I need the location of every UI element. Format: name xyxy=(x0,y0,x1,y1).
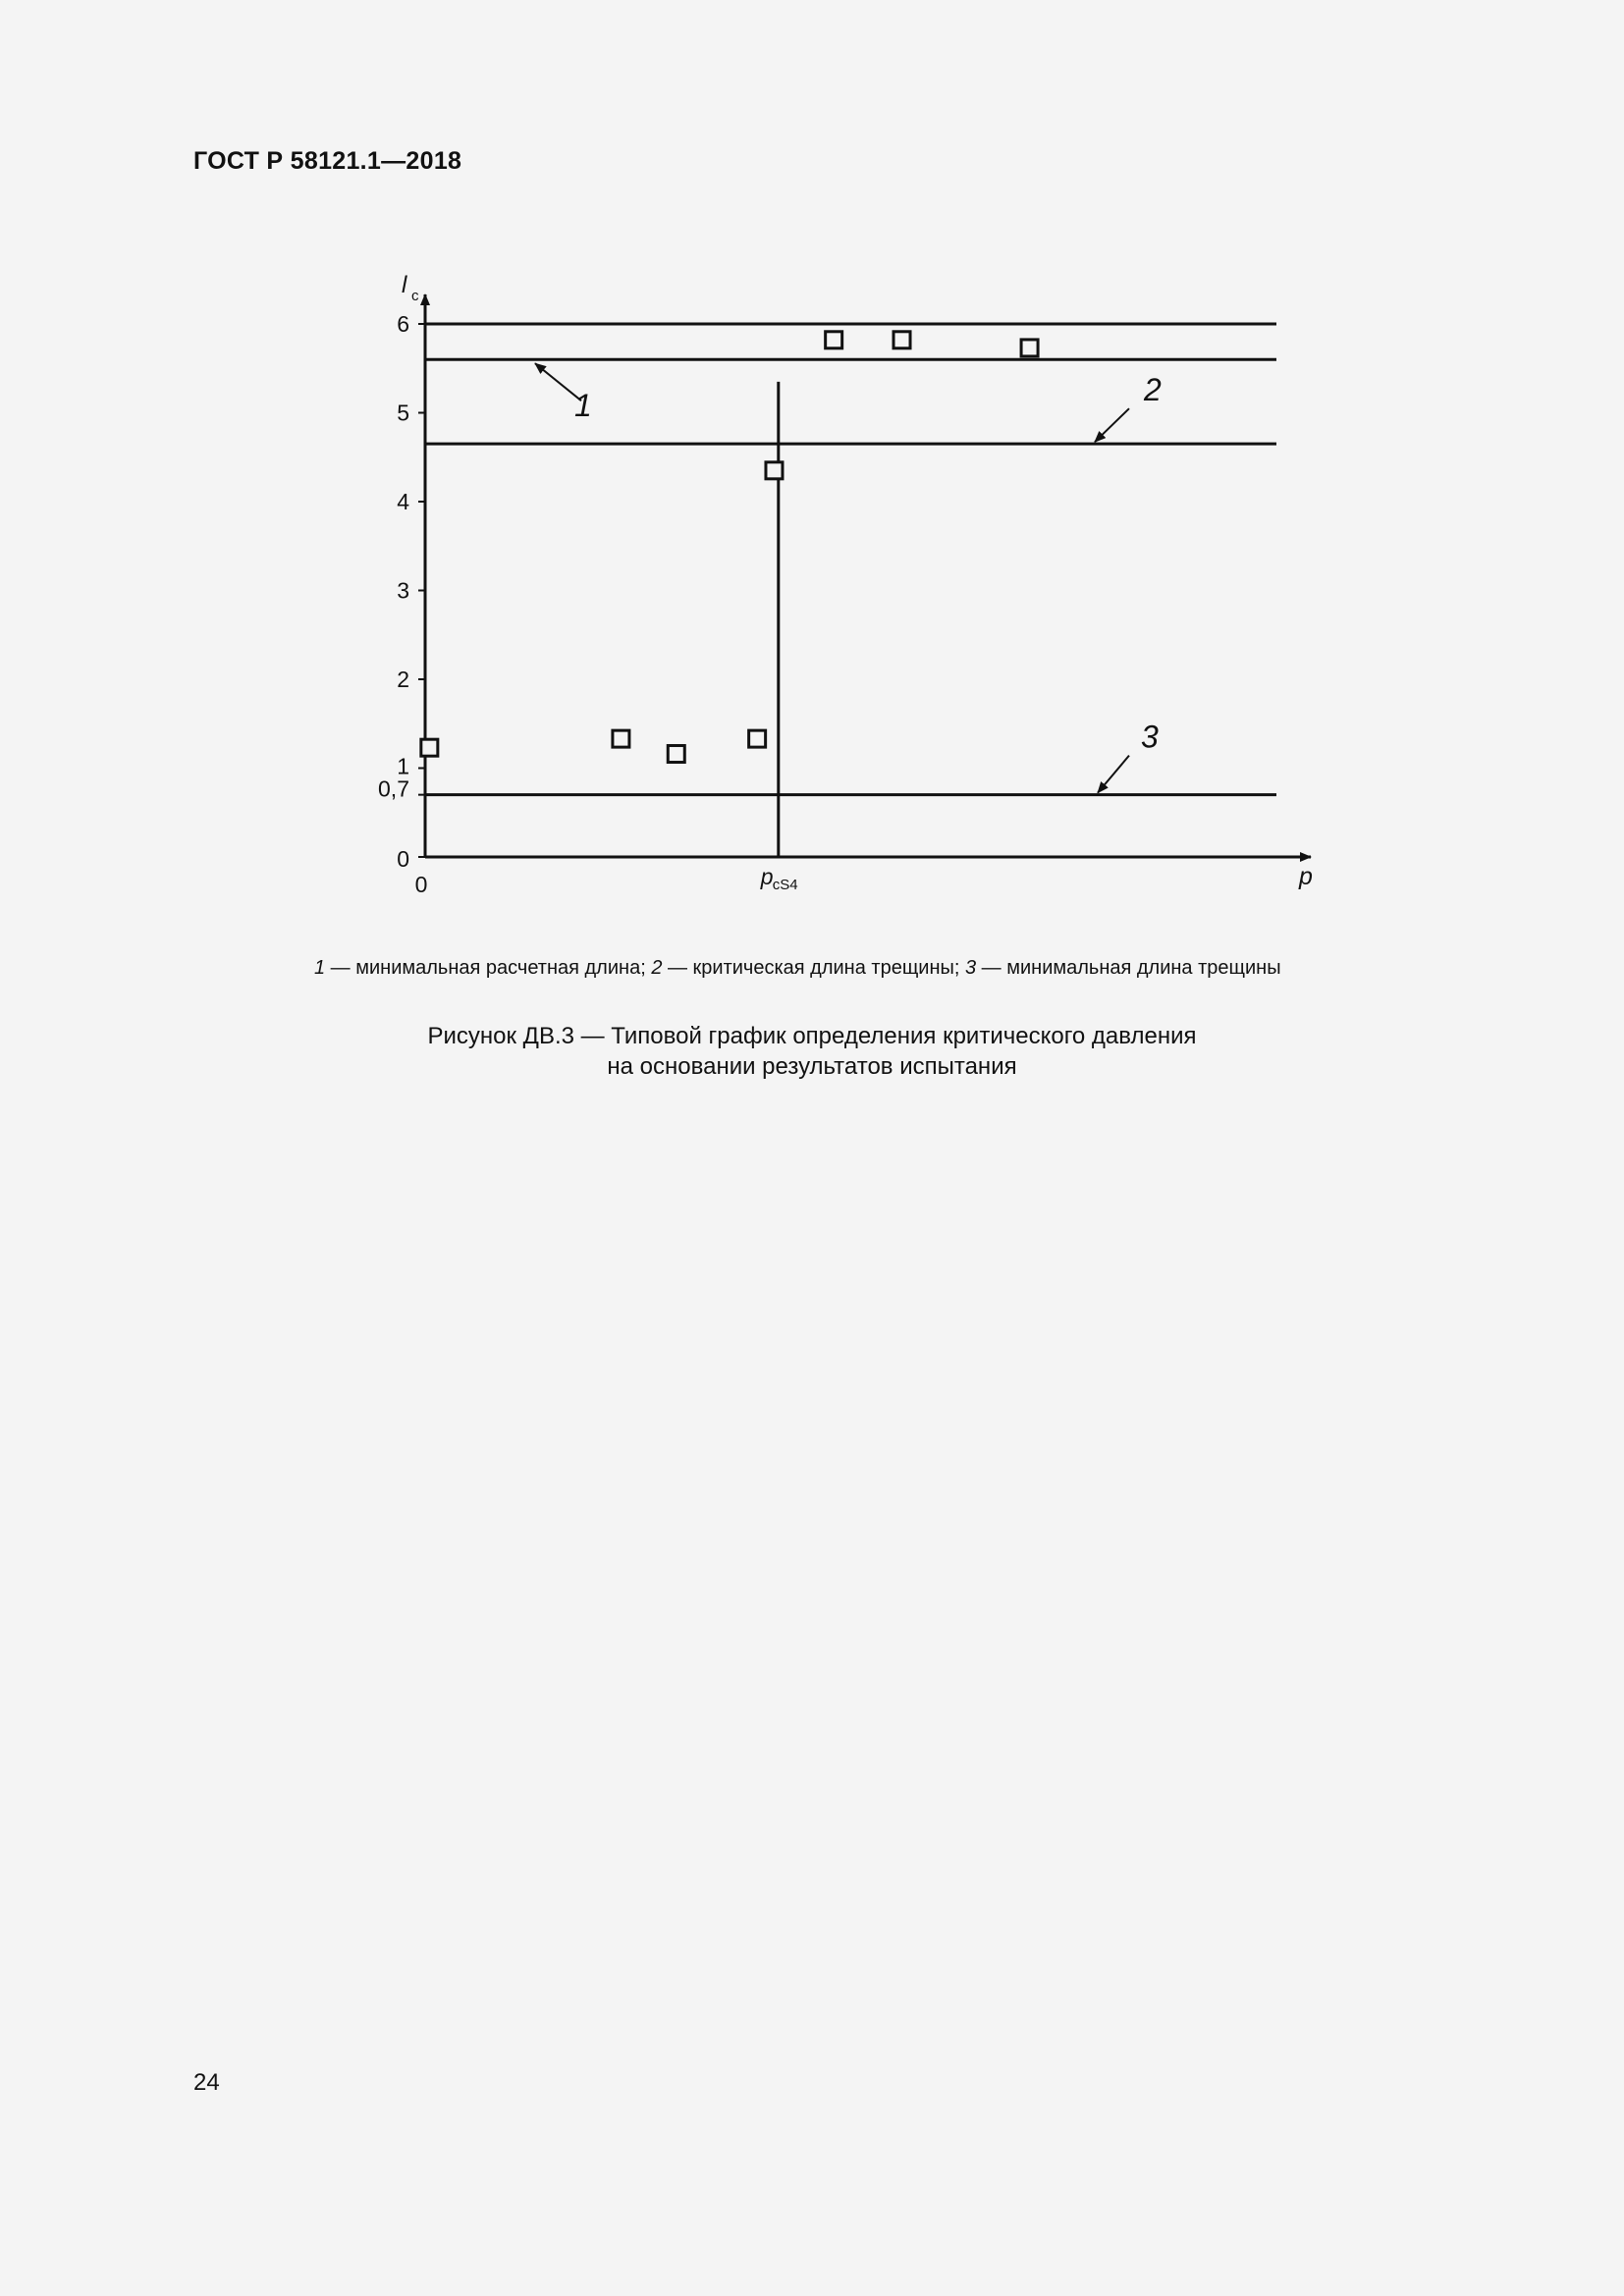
figure-legend xyxy=(314,957,1394,980)
x-axis-label: p xyxy=(1299,863,1313,890)
data-point xyxy=(766,462,783,479)
legend-num-3: 3 xyxy=(964,957,977,979)
y-tick-label: 1 xyxy=(397,753,409,779)
x-origin-label: 0 xyxy=(414,872,428,897)
legend-num-2: 2 xyxy=(651,957,663,979)
callout-arrow-3 xyxy=(1098,756,1129,793)
critical-pressure-label-subscript: cS4 xyxy=(772,877,798,893)
figure xyxy=(0,0,1624,942)
legend-num-1: 1 xyxy=(314,957,326,979)
y-tick-label: 0,7 xyxy=(378,775,409,802)
data-point xyxy=(613,730,629,747)
data-point xyxy=(668,746,684,763)
y-axis-label-subscript: c xyxy=(411,288,419,304)
data-point xyxy=(421,739,438,756)
callout-arrow-2 xyxy=(1095,408,1129,442)
legend-text-2: — критическая длина трещины; xyxy=(662,957,965,979)
legend-text-3: — минимальная длина трещины xyxy=(976,957,1281,979)
data-point xyxy=(826,332,842,348)
data-point xyxy=(749,730,766,747)
y-tick-label: 6 xyxy=(397,311,409,337)
y-tick-label: 4 xyxy=(397,489,409,514)
callout-label-3: 3 xyxy=(1141,719,1159,755)
callout-label-2: 2 xyxy=(1144,372,1162,408)
y-tick-label: 5 xyxy=(397,400,409,426)
critical-pressure-label: p xyxy=(760,864,774,889)
y-tick-label: 3 xyxy=(397,577,409,604)
caption-line-1: Рисунок ДВ.3 — Типовой график определения критического давления xyxy=(427,1023,1197,1049)
data-point xyxy=(893,332,910,348)
figure-caption xyxy=(321,1021,1303,1082)
page-number: 24 xyxy=(193,2069,220,2096)
caption-line-2: на основании результатов испытания xyxy=(607,1053,1017,1080)
y-axis-label: l xyxy=(402,272,407,298)
callout-label-1: 1 xyxy=(574,388,592,424)
y-tick-label: 2 xyxy=(397,667,409,692)
y-tick-label: 0 xyxy=(397,846,409,872)
document-header: ГОСТ Р 58121.1—2018 xyxy=(193,147,462,175)
legend-text-1: — минимальная расчетная длина; xyxy=(325,957,652,979)
chart xyxy=(0,0,1624,942)
data-point xyxy=(1021,340,1038,356)
